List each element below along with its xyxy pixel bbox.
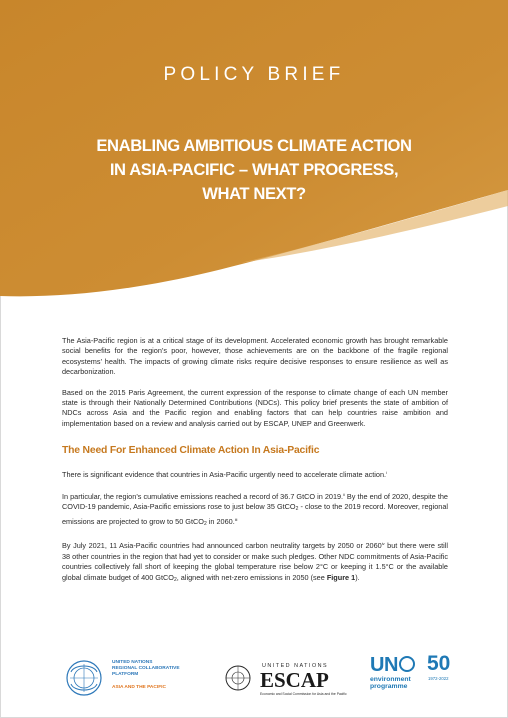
evidence-text: There is significant evidence that countries in Asia-Pacific urgently need to accelerate climate action. xyxy=(62,469,387,479)
neutrality-text-a: By July 2021, 11 Asia-Pacific countries had announced carbon neutrality targets by 2050 or 2060 xyxy=(62,541,382,551)
evidence-paragraph xyxy=(62,468,448,480)
intro-paragraph: The Asia-Pacific region is at a critical stage of its development. Accelerated economic growth has brought remarkable social benefits for the region’s poor, however, those achievements are on the backbone of the fragile regional ecosystems’ health. The impacts of growing climate risks require decisive responses to ensure resilience as well as decarbonization. xyxy=(62,336,448,377)
neutrality-text-c: , aligned with net-zero emissions in 2050 (see xyxy=(176,572,327,582)
title-line-1: ENABLING AMBITIOUS CLIMATE ACTION xyxy=(96,136,412,155)
body-content xyxy=(62,336,448,595)
neutrality-text-d: ). xyxy=(355,572,360,582)
unep-sub-text xyxy=(370,676,411,690)
section-heading: The Need For Enhanced Climate Action In Asia-Pacific xyxy=(62,445,320,457)
emissions-text-c: - close to the 2019 record. Moreover, regional emissions are projected to grow to 50 GtCO xyxy=(62,502,448,526)
fifty-years-dates: 1972-2022 xyxy=(428,676,449,681)
neutrality-paragraph xyxy=(62,539,448,585)
escap-sub-text: Economic and Social Commission for Asia and the Pacific xyxy=(260,692,347,696)
subscript: 2 xyxy=(173,576,177,583)
unep-sub-2: programme xyxy=(370,683,408,690)
unep-sub-1: environment xyxy=(370,676,411,683)
escap-logo xyxy=(222,660,352,700)
un-emblem-icon xyxy=(64,658,104,698)
title-line-3: WHAT NEXT? xyxy=(202,184,306,203)
escap-top-text: UNITED NATIONS xyxy=(262,663,329,669)
footnote-ref: iv xyxy=(381,541,385,547)
emissions-text-a: In particular, the region’s cumulative emissions reached a record of 36.7 GtCO in 2019. xyxy=(62,492,344,502)
unep-globe-icon xyxy=(399,656,415,672)
emissions-paragraph xyxy=(62,490,448,529)
escap-wordmark: ESCAP xyxy=(260,668,329,692)
unep-wordmark xyxy=(370,654,415,677)
subscript: 2 xyxy=(203,520,207,527)
rcp-line-4: ASIA AND THE PACIFIC xyxy=(112,685,166,690)
header-banner xyxy=(0,0,508,300)
rcp-line-2: REGIONAL COLLABORATIVE xyxy=(112,666,180,671)
figure-ref-link[interactable]: Figure 1 xyxy=(326,572,356,582)
title-line-2: IN ASIA-PACIFIC – WHAT PROGRESS, xyxy=(109,160,399,179)
neutrality-text-b: but there were still 38 other countries in the region that had yet to consider or make such pledges. Other NDC commitments of Asia-Pacific countries collectively fall short of keeping the global temperature rise below 2°C or keeping it 1.5°C or the available global climate budget of 400 GtCO xyxy=(62,541,448,582)
policy-brief-label: POLICY BRIEF xyxy=(163,64,345,85)
ndc-paragraph: Based on the 2015 Paris Agreement, the current expression of the response to climate change of each UN member state is through their Nationally Determined Contributions (NDCs). This policy brief presents the state of ambition of NDCs across Asia and the Pacific region and enabling factors that can help countries raise ambition and implementation based on a review and analysis carried out by ESCAP, UNEP and Greenwerk. xyxy=(62,387,448,428)
fifty-years-mark: 50 xyxy=(427,652,451,675)
unep-un-text: UN xyxy=(370,654,398,676)
footnote-ref: i xyxy=(386,469,387,475)
footer-logos xyxy=(0,640,508,718)
rcp-line-1: UNITED NATIONS xyxy=(112,660,153,665)
page-title xyxy=(60,134,448,206)
subscript: 2 xyxy=(295,506,299,513)
emissions-text-d: in 2060. xyxy=(206,516,235,526)
emissions-text-b: By the end of 2020, despite the COVID-19 pandemic, Asia-Pacific emissions rose to just below 35 GtCO xyxy=(62,492,448,512)
footnote-ref: ii xyxy=(343,492,345,498)
footnote-ref: iii xyxy=(234,516,238,522)
rcp-line-3: PLATFORM xyxy=(112,672,139,677)
rcp-logo-text xyxy=(112,660,207,691)
